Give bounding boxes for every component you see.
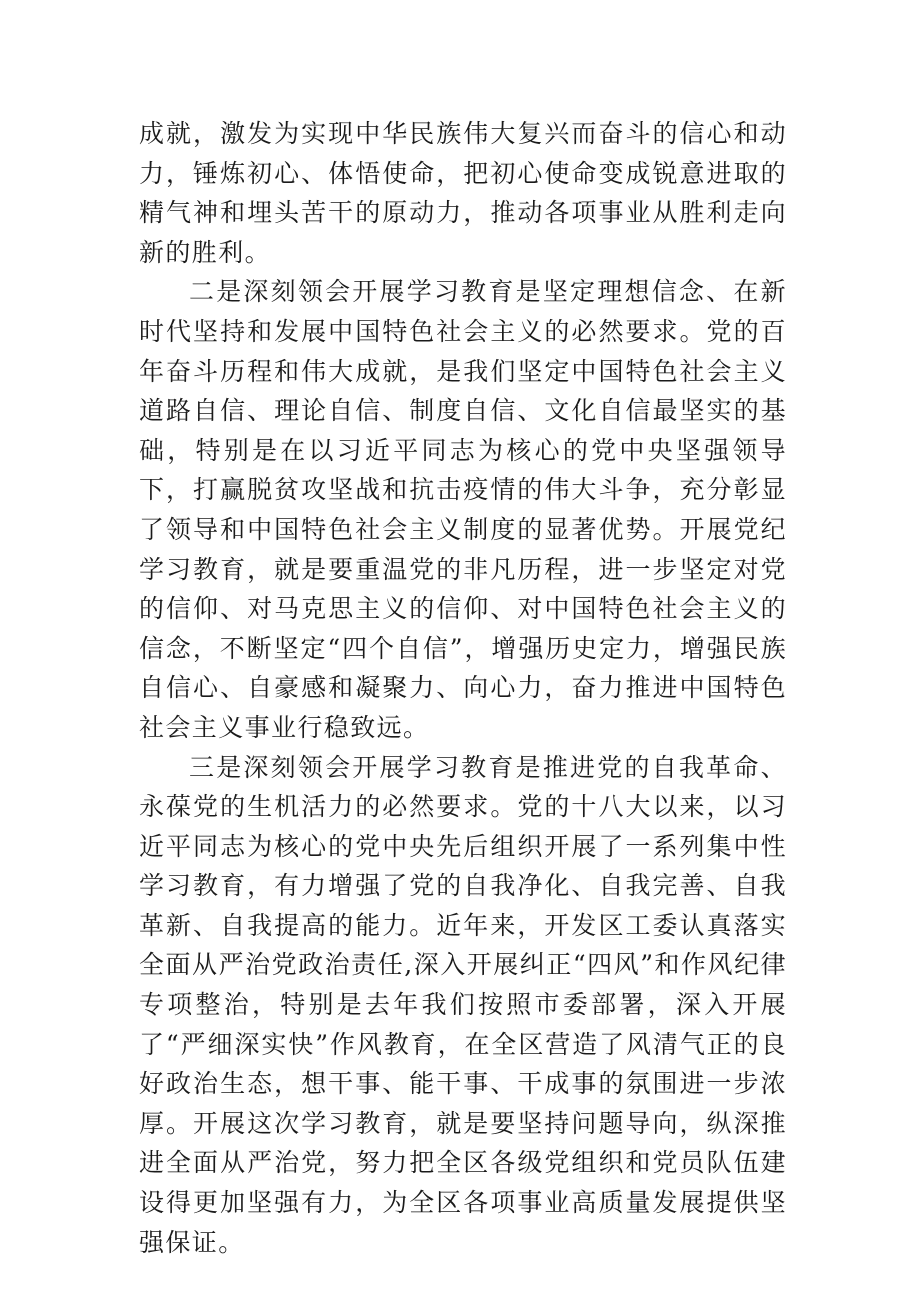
paragraph-continuation: 成就，激发为实现中华民族伟大复兴而奋斗的信心和动力，锤炼初心、体悟使命，把初心使命变成锐意进取的精气神和埋头苦干的原动力，推动各项事业从胜利走向新的胜利。 [139, 119, 787, 267]
paragraph-point-two: 二是深刻领会开展学习教育是坚定理想信念、在新时代坚持和发展中国特色社会主义的必然要求。党的百年奋斗历程和伟大成就，是我们坚定中国特色社会主义道路自信、理论自信、制度自信、文化自信最坚实的基础，特别是在以习近平同志为核心的党中央坚强领导下，打赢脱贫攻坚战和抗击疫情的伟大斗争，充分彰显了领导和中国特色社会主义制度的显著优势。开展党纪学习教育，就是要重温党的非凡历程，进一步坚定对党的信仰、对马克思主义的信仰、对中国特色社会主义的信念，不断坚定“四个自信”，增强历史定力，增强民族自信心、自豪感和凝聚力、向心力，奋力推进中国特色社会主义事业行稳致远。 [139, 277, 787, 742]
paragraph-point-three: 三是深刻领会开展学习教育是推进党的自我革命、永葆党的生机活力的必然要求。党的十八大以来，以习近平同志为核心的党中央先后组织开展了一系列集中性学习教育，有力增强了党的自我净化、自我完善、自我革新、自我提高的能力。近年来，开发区工委认真落实全面从严治党政治责任,深入开展纠正“四风”和作风纪律专项整治，特别是去年我们按照市委部署，深入开展了“严细深实快”作风教育，在全区营造了风清气正的良好政治生态，想干事、能干事、干成事的氛围进一步浓厚。开展这次学习教育，就是要坚持问题导向，纵深推进全面从严治党，努力把全区各级党组织和党员队伍建设得更加坚强有力，为全区各项事业高质量发展提供坚强保证。 [139, 752, 787, 1257]
document-body [139, 114, 787, 1262]
